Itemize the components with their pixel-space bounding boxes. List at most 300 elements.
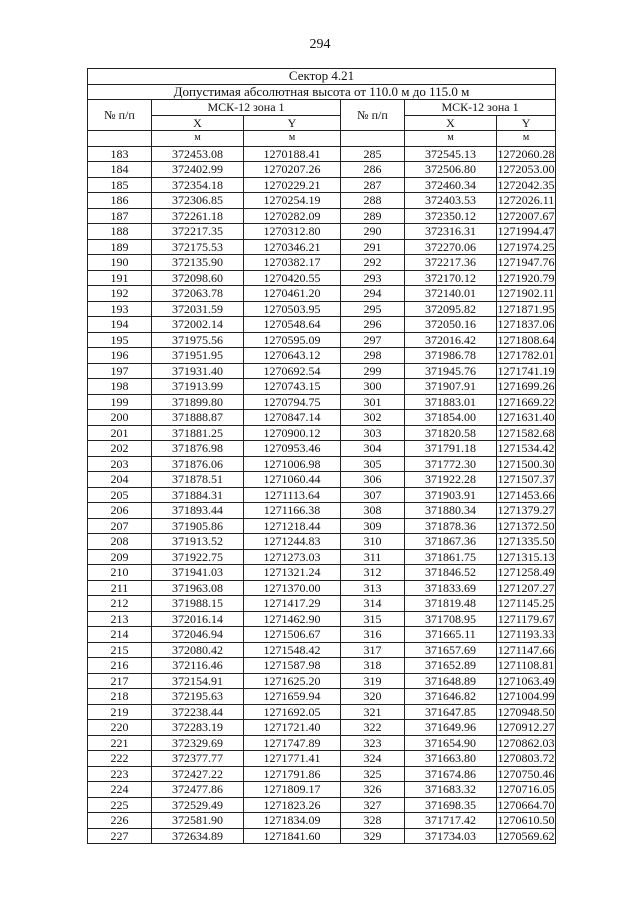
- right-number-cell: 299: [341, 363, 405, 379]
- right-y-cell: 1271258.49: [497, 565, 555, 580]
- left-y-cell: 1271417.29: [244, 596, 341, 612]
- right-number-cell: 309: [341, 518, 405, 534]
- left-y-cell: 1271462.90: [244, 611, 341, 627]
- left-x-cell: 372175.53: [152, 239, 244, 255]
- left-number-cell: 190: [88, 255, 152, 271]
- page-number: 294: [309, 37, 331, 52]
- left-x-cell: 372329.69: [152, 735, 244, 751]
- left-x-cell: 372402.99: [152, 162, 244, 178]
- left-number-cell: 210: [88, 565, 152, 581]
- height-range-subtitle: Допустимая абсолютная высота от 110.0 м до 115.0 м: [88, 84, 556, 100]
- right-number-cell: 315: [341, 611, 405, 627]
- left-x-unit: м: [152, 131, 244, 147]
- left-number-unit-blank: [88, 131, 152, 147]
- left-number-cell: 220: [88, 720, 152, 736]
- right-y-cell: 1271920.79: [497, 270, 555, 285]
- title-row: [88, 69, 556, 85]
- right-y-cell: 1271207.27: [497, 580, 555, 595]
- left-y-cell: 1271548.42: [244, 642, 341, 658]
- left-x-cell: 371941.03: [152, 565, 244, 581]
- right-number-unit-blank: [341, 131, 405, 147]
- left-x-cell: 371884.31: [152, 487, 244, 503]
- left-number-cell: 193: [88, 301, 152, 317]
- left-number-cell: 213: [88, 611, 152, 627]
- right-number-cell: 291: [341, 239, 405, 255]
- table-row: [88, 348, 556, 364]
- right-y-cell: 1271507.37: [497, 472, 555, 487]
- left-number-cell: 199: [88, 394, 152, 410]
- left-y-cell: 1270312.80: [244, 224, 341, 240]
- right-number-cell: 293: [341, 270, 405, 286]
- right-y-cell: 1271108.81: [497, 658, 555, 673]
- right-x-cell: 372545.13: [405, 146, 497, 162]
- right-y-cell: 1271782.01: [497, 348, 555, 363]
- right-number-cell: 321: [341, 704, 405, 720]
- right-number-cell: 294: [341, 286, 405, 302]
- right-x-cell: 371647.85: [405, 704, 497, 720]
- left-y-cell: 1270229.21: [244, 177, 341, 193]
- right-y-cell: 1271631.40: [497, 410, 555, 425]
- right-y-cell: 1272053.00: [497, 162, 555, 177]
- right-x-cell: 371734.03: [405, 828, 497, 844]
- left-y-cell: 1270847.14: [244, 410, 341, 426]
- left-number-cell: 212: [88, 596, 152, 612]
- left-x-cell: 372283.19: [152, 720, 244, 736]
- table-row: [88, 224, 556, 240]
- table-row: [88, 410, 556, 426]
- left-y-cell: 1270254.19: [244, 193, 341, 209]
- left-x-cell: 372046.94: [152, 627, 244, 643]
- left-number-cell: 185: [88, 177, 152, 193]
- table-row: [88, 255, 556, 271]
- left-number-cell: 216: [88, 658, 152, 674]
- left-y-cell: 1271060.44: [244, 472, 341, 488]
- right-x-cell: 371654.90: [405, 735, 497, 751]
- left-number-cell: 209: [88, 549, 152, 565]
- right-x-cell: 371674.86: [405, 766, 497, 782]
- left-number-cell: 221: [88, 735, 152, 751]
- table-row: [88, 487, 556, 503]
- left-y-cell: 1270743.15: [244, 379, 341, 395]
- left-number-cell: 191: [88, 270, 152, 286]
- left-y-header: Y: [244, 115, 341, 131]
- table-row: [88, 146, 556, 162]
- right-number-header: № п/п: [341, 100, 405, 131]
- left-x-cell: 372002.14: [152, 317, 244, 333]
- right-number-cell: 317: [341, 642, 405, 658]
- right-number-cell: 325: [341, 766, 405, 782]
- left-number-cell: 194: [88, 317, 152, 333]
- left-x-cell: 372135.90: [152, 255, 244, 271]
- right-y-cell: 1271871.95: [497, 301, 555, 316]
- table-row: [88, 596, 556, 612]
- left-number-cell: 208: [88, 534, 152, 550]
- left-y-cell: 1270188.41: [244, 146, 341, 162]
- left-x-cell: 372581.90: [152, 813, 244, 829]
- table-row: [88, 379, 556, 395]
- left-x-cell: 372354.18: [152, 177, 244, 193]
- right-number-cell: 314: [341, 596, 405, 612]
- left-x-cell: 371963.08: [152, 580, 244, 596]
- right-x-cell: 371903.91: [405, 487, 497, 503]
- right-y-cell: 1270569.62: [497, 828, 555, 843]
- right-number-cell: 313: [341, 580, 405, 596]
- left-number-cell: 189: [88, 239, 152, 255]
- left-y-cell: 1271273.03: [244, 549, 341, 565]
- right-system-header: МСК-12 зона 1: [405, 100, 556, 116]
- left-x-cell: 371876.98: [152, 441, 244, 457]
- table-row: [88, 704, 556, 720]
- right-number-cell: 296: [341, 317, 405, 333]
- left-number-cell: 183: [88, 146, 152, 162]
- left-x-cell: 371922.75: [152, 549, 244, 565]
- table-row: [88, 177, 556, 193]
- left-number-cell: 187: [88, 208, 152, 224]
- left-x-cell: 371881.25: [152, 425, 244, 441]
- left-number-cell: 224: [88, 782, 152, 798]
- left-number-cell: 195: [88, 332, 152, 348]
- right-x-cell: 371854.00: [405, 410, 497, 426]
- left-y-cell: 1271321.24: [244, 565, 341, 581]
- left-number-cell: 188: [88, 224, 152, 240]
- left-number-cell: 197: [88, 363, 152, 379]
- left-x-cell: 372031.59: [152, 301, 244, 317]
- left-y-cell: 1271659.94: [244, 689, 341, 705]
- right-number-cell: 300: [341, 379, 405, 395]
- table-row: [88, 332, 556, 348]
- table-row: [88, 503, 556, 519]
- left-y-cell: 1270548.64: [244, 317, 341, 333]
- right-x-cell: 371833.69: [405, 580, 497, 596]
- right-number-cell: 290: [341, 224, 405, 240]
- left-y-cell: 1270503.95: [244, 301, 341, 317]
- left-x-cell: 372098.60: [152, 270, 244, 286]
- table-row: [88, 518, 556, 534]
- right-y-unit: м: [497, 131, 556, 147]
- right-number-cell: 327: [341, 797, 405, 813]
- right-number-cell: 310: [341, 534, 405, 550]
- right-x-cell: 371791.18: [405, 441, 497, 457]
- right-number-cell: 323: [341, 735, 405, 751]
- right-number-cell: 287: [341, 177, 405, 193]
- right-x-cell: 371717.42: [405, 813, 497, 829]
- right-y-cell: 1271145.25: [497, 596, 555, 611]
- right-x-cell: 371772.30: [405, 456, 497, 472]
- table-row: [88, 766, 556, 782]
- right-x-cell: 371945.76: [405, 363, 497, 379]
- right-x-cell: 371880.34: [405, 503, 497, 519]
- right-x-cell: 371846.52: [405, 565, 497, 581]
- left-y-cell: 1270595.09: [244, 332, 341, 348]
- right-y-cell: 1271534.42: [497, 441, 555, 456]
- right-x-cell: 372095.82: [405, 301, 497, 317]
- left-x-cell: 372529.49: [152, 797, 244, 813]
- left-number-header: № п/п: [88, 100, 152, 131]
- table-row: [88, 658, 556, 674]
- left-y-cell: 1271841.60: [244, 828, 341, 844]
- left-y-cell: 1271747.89: [244, 735, 341, 751]
- header-row-system: [88, 100, 556, 116]
- right-x-cell: 371646.82: [405, 689, 497, 705]
- left-y-cell: 1270794.75: [244, 394, 341, 410]
- right-y-cell: 1271669.22: [497, 394, 555, 409]
- table-row: [88, 673, 556, 689]
- left-system-header: МСК-12 зона 1: [152, 100, 341, 116]
- table-row: [88, 549, 556, 565]
- right-number-cell: 305: [341, 456, 405, 472]
- right-y-cell: 1271063.49: [497, 673, 555, 688]
- right-number-cell: 289: [341, 208, 405, 224]
- right-x-cell: 371819.48: [405, 596, 497, 612]
- left-number-cell: 227: [88, 828, 152, 844]
- right-x-cell: 372270.06: [405, 239, 497, 255]
- right-y-cell: 1271193.33: [497, 627, 555, 642]
- table-row: [88, 270, 556, 286]
- right-x-cell: 372140.01: [405, 286, 497, 302]
- right-y-cell: 1271500.30: [497, 456, 555, 471]
- left-number-cell: 217: [88, 673, 152, 689]
- left-number-cell: 226: [88, 813, 152, 829]
- left-x-cell: 372377.77: [152, 751, 244, 767]
- right-x-cell: 372403.53: [405, 193, 497, 209]
- left-y-cell: 1271625.20: [244, 673, 341, 689]
- left-y-cell: 1271823.26: [244, 797, 341, 813]
- left-number-cell: 205: [88, 487, 152, 503]
- right-x-header: X: [405, 115, 497, 131]
- left-y-cell: 1271166.38: [244, 503, 341, 519]
- right-y-cell: 1270948.50: [497, 704, 555, 719]
- left-y-cell: 1271721.40: [244, 720, 341, 736]
- right-number-cell: 322: [341, 720, 405, 736]
- left-x-cell: 371899.80: [152, 394, 244, 410]
- left-number-cell: 203: [88, 456, 152, 472]
- table-row: [88, 534, 556, 550]
- left-x-cell: 371975.56: [152, 332, 244, 348]
- right-y-cell: 1271335.50: [497, 534, 555, 549]
- table-row: [88, 363, 556, 379]
- table-row: [88, 735, 556, 751]
- left-x-cell: 371913.52: [152, 534, 244, 550]
- table-row: [88, 441, 556, 457]
- table-row: [88, 689, 556, 705]
- right-x-cell: 372170.12: [405, 270, 497, 286]
- right-y-cell: 1271994.47: [497, 224, 555, 239]
- right-x-cell: 371861.75: [405, 549, 497, 565]
- left-y-cell: 1270420.55: [244, 270, 341, 286]
- right-y-cell: 1271453.66: [497, 487, 555, 502]
- right-y-cell: 1271699.26: [497, 379, 555, 394]
- left-y-cell: 1270282.09: [244, 208, 341, 224]
- left-number-cell: 222: [88, 751, 152, 767]
- right-y-cell: 1270716.05: [497, 782, 555, 797]
- right-y-cell: 1272026.11: [497, 193, 555, 208]
- table-row: [88, 751, 556, 767]
- right-x-cell: 372316.31: [405, 224, 497, 240]
- left-number-cell: 196: [88, 348, 152, 364]
- table-row: [88, 813, 556, 829]
- left-x-cell: 372116.46: [152, 658, 244, 674]
- right-number-cell: 328: [341, 813, 405, 829]
- table-row: [88, 828, 556, 844]
- left-number-cell: 198: [88, 379, 152, 395]
- left-x-cell: 372195.63: [152, 689, 244, 705]
- left-number-cell: 200: [88, 410, 152, 426]
- right-y-cell: 1271741.19: [497, 363, 555, 378]
- right-y-cell: 1271902.11: [497, 286, 555, 301]
- left-y-cell: 1271791.86: [244, 766, 341, 782]
- left-x-cell: 372154.91: [152, 673, 244, 689]
- right-y-cell: 1271808.64: [497, 332, 555, 347]
- right-number-cell: 304: [341, 441, 405, 457]
- left-number-cell: 207: [88, 518, 152, 534]
- left-y-cell: 1270900.12: [244, 425, 341, 441]
- table-row: [88, 782, 556, 798]
- subtitle-row: [88, 84, 556, 100]
- left-x-cell: 372217.35: [152, 224, 244, 240]
- left-number-cell: 219: [88, 704, 152, 720]
- left-y-cell: 1270346.21: [244, 239, 341, 255]
- left-number-cell: 201: [88, 425, 152, 441]
- right-x-cell: 371820.58: [405, 425, 497, 441]
- right-x-cell: 371986.78: [405, 348, 497, 364]
- right-number-cell: 297: [341, 332, 405, 348]
- right-x-cell: 371683.32: [405, 782, 497, 798]
- left-y-cell: 1271834.09: [244, 813, 341, 829]
- right-y-cell: 1271372.50: [497, 518, 555, 533]
- left-number-cell: 223: [88, 766, 152, 782]
- right-x-cell: 371922.28: [405, 472, 497, 488]
- right-y-header: Y: [497, 115, 556, 131]
- table-row: [88, 580, 556, 596]
- left-y-cell: 1271370.00: [244, 580, 341, 596]
- left-x-cell: 372261.18: [152, 208, 244, 224]
- right-number-cell: 308: [341, 503, 405, 519]
- left-y-cell: 1271218.44: [244, 518, 341, 534]
- right-x-cell: 371665.11: [405, 627, 497, 643]
- right-y-cell: 1272060.28: [497, 146, 555, 161]
- header-row-units: [88, 131, 556, 147]
- left-number-cell: 206: [88, 503, 152, 519]
- left-x-cell: 372080.42: [152, 642, 244, 658]
- left-y-cell: 1271587.98: [244, 658, 341, 674]
- right-y-cell: 1271315.13: [497, 549, 555, 564]
- table-row: [88, 565, 556, 581]
- right-number-cell: 307: [341, 487, 405, 503]
- right-y-cell: 1271179.67: [497, 611, 555, 626]
- right-number-cell: 318: [341, 658, 405, 674]
- right-y-cell: 1272007.67: [497, 208, 555, 223]
- table-row: [88, 286, 556, 302]
- right-y-cell: 1270912.27: [497, 720, 555, 735]
- table-row: [88, 301, 556, 317]
- left-x-cell: 372306.85: [152, 193, 244, 209]
- right-x-cell: 372050.16: [405, 317, 497, 333]
- sector-title: Сектор 4.21: [88, 69, 556, 85]
- table-row: [88, 239, 556, 255]
- left-y-cell: 1270207.26: [244, 162, 341, 178]
- right-number-cell: 298: [341, 348, 405, 364]
- left-x-cell: 372063.78: [152, 286, 244, 302]
- right-number-cell: 320: [341, 689, 405, 705]
- left-x-cell: 372427.22: [152, 766, 244, 782]
- left-y-cell: 1270953.46: [244, 441, 341, 457]
- right-y-cell: 1270610.50: [497, 813, 555, 828]
- right-y-cell: 1271974.25: [497, 239, 555, 254]
- right-x-cell: 371883.01: [405, 394, 497, 410]
- coordinates-table: [87, 68, 556, 844]
- left-y-cell: 1271771.41: [244, 751, 341, 767]
- right-y-cell: 1272042.35: [497, 177, 555, 192]
- right-y-cell: 1270664.70: [497, 797, 555, 812]
- table-row: [88, 472, 556, 488]
- left-x-cell: 372016.14: [152, 611, 244, 627]
- left-number-cell: 214: [88, 627, 152, 643]
- right-x-cell: 372460.34: [405, 177, 497, 193]
- right-x-cell: 371657.69: [405, 642, 497, 658]
- left-x-cell: 371931.40: [152, 363, 244, 379]
- right-y-cell: 1271582.68: [497, 425, 555, 440]
- right-number-cell: 302: [341, 410, 405, 426]
- left-y-cell: 1270461.20: [244, 286, 341, 302]
- right-x-cell: 372506.80: [405, 162, 497, 178]
- left-number-cell: 184: [88, 162, 152, 178]
- right-number-cell: 295: [341, 301, 405, 317]
- right-y-cell: 1271837.06: [497, 317, 555, 332]
- left-y-unit: м: [244, 131, 341, 147]
- table-row: [88, 611, 556, 627]
- left-x-cell: 371905.86: [152, 518, 244, 534]
- header-row-axes: [88, 115, 556, 131]
- left-x-cell: 371878.51: [152, 472, 244, 488]
- left-y-cell: 1271692.05: [244, 704, 341, 720]
- table-row: [88, 642, 556, 658]
- left-x-cell: 371888.87: [152, 410, 244, 426]
- left-y-cell: 1271244.83: [244, 534, 341, 550]
- left-x-cell: 371893.44: [152, 503, 244, 519]
- right-x-cell: 371652.89: [405, 658, 497, 674]
- left-x-cell: 371988.15: [152, 596, 244, 612]
- right-x-cell: 371649.96: [405, 720, 497, 736]
- left-number-cell: 215: [88, 642, 152, 658]
- right-x-cell: 371698.35: [405, 797, 497, 813]
- left-x-cell: 372477.86: [152, 782, 244, 798]
- right-x-cell: 371878.36: [405, 518, 497, 534]
- right-number-cell: 329: [341, 828, 405, 844]
- left-number-cell: 192: [88, 286, 152, 302]
- left-y-cell: 1271113.64: [244, 487, 341, 503]
- left-y-cell: 1271506.67: [244, 627, 341, 643]
- table-row: [88, 193, 556, 209]
- left-y-cell: 1270643.12: [244, 348, 341, 364]
- right-number-cell: 303: [341, 425, 405, 441]
- right-number-cell: 324: [341, 751, 405, 767]
- right-y-cell: 1271379.27: [497, 503, 555, 518]
- right-number-cell: 311: [341, 549, 405, 565]
- right-x-cell: 372217.36: [405, 255, 497, 271]
- table-row: [88, 720, 556, 736]
- right-x-cell: 371708.95: [405, 611, 497, 627]
- left-number-cell: 225: [88, 797, 152, 813]
- right-x-cell: 372350.12: [405, 208, 497, 224]
- left-x-cell: 372238.44: [152, 704, 244, 720]
- right-number-cell: 288: [341, 193, 405, 209]
- right-y-cell: 1270750.46: [497, 766, 555, 781]
- right-y-cell: 1271147.66: [497, 642, 555, 657]
- table-row: [88, 162, 556, 178]
- left-x-cell: 372453.08: [152, 146, 244, 162]
- right-number-cell: 316: [341, 627, 405, 643]
- table-row: [88, 456, 556, 472]
